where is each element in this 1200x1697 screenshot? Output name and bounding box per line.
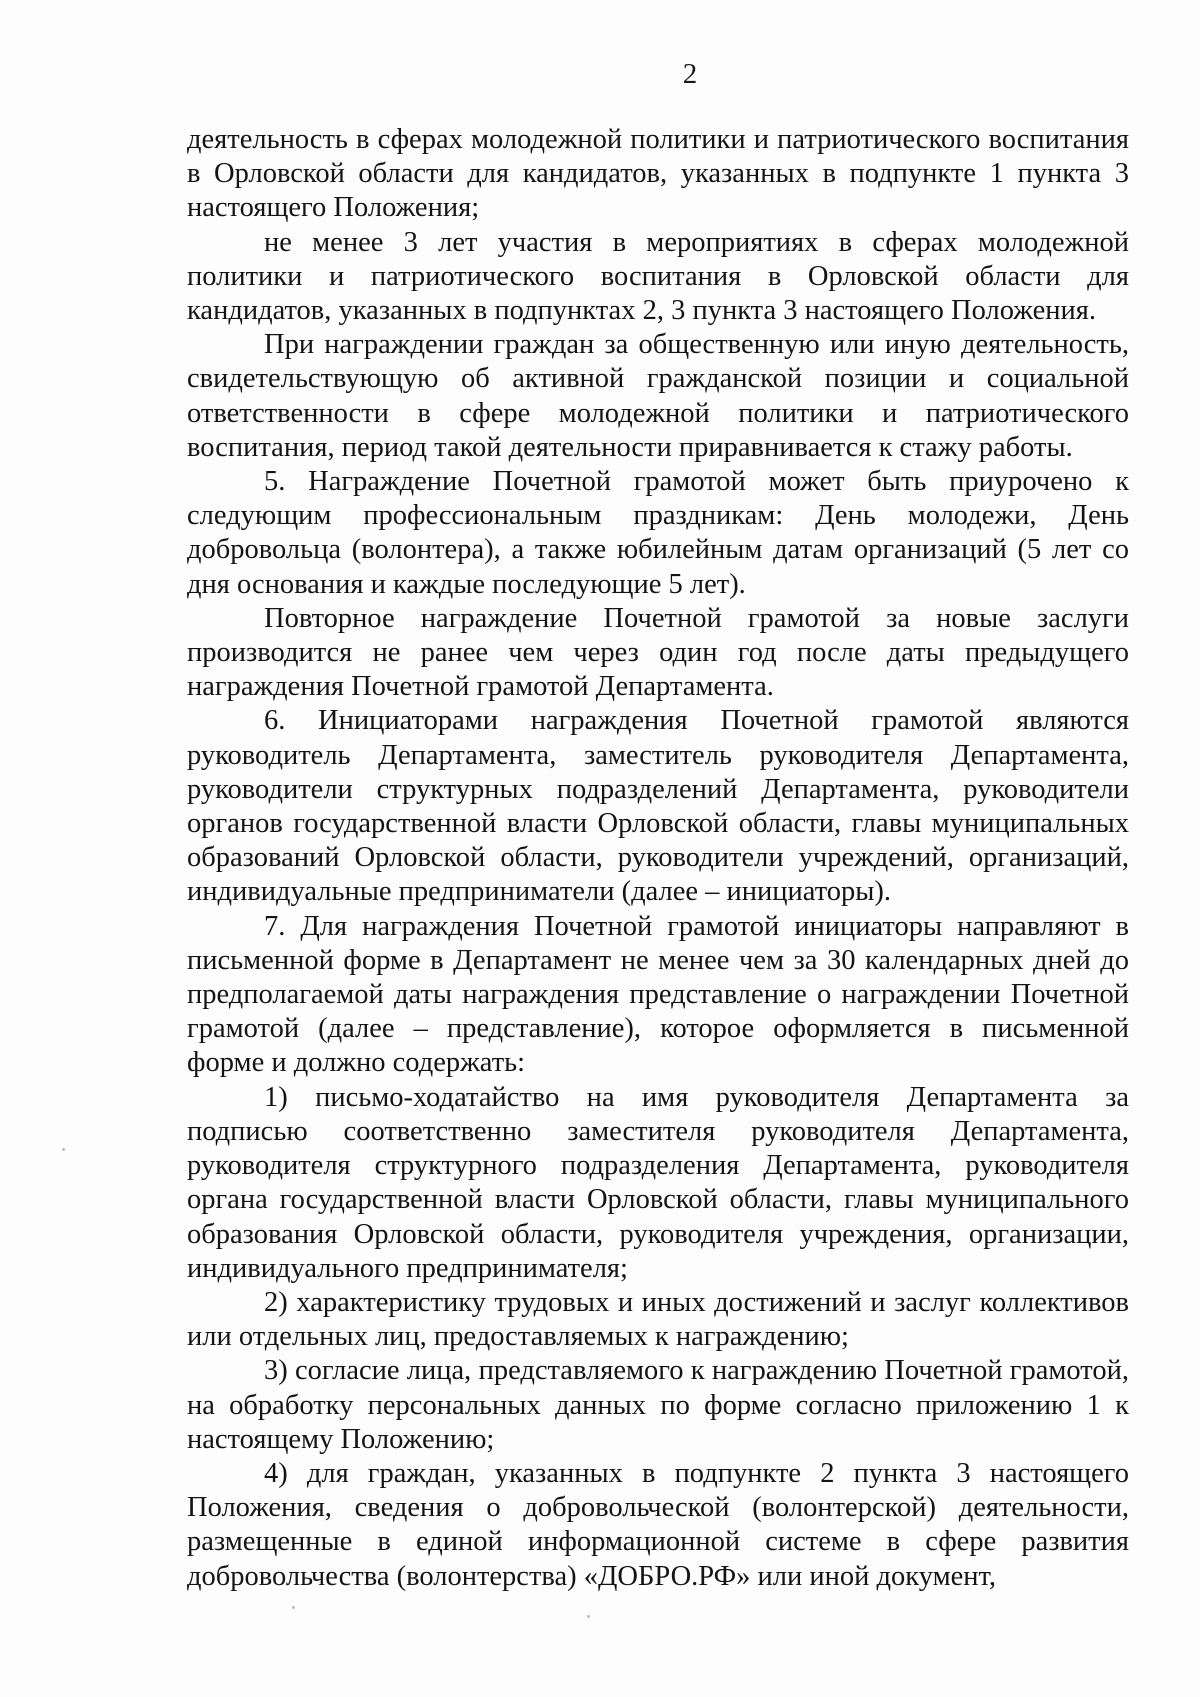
paragraph-subitem-4: 4) для граждан, указанных в подпункте 2 пункта 3 настоящего Положения, сведения о добровольческой (волонтерской) деятельности, размещенные в единой информационной системе в сфере развития добровольчества (волонтерства) «ДОБРО.РФ» или иной документ, bbox=[187, 1457, 1129, 1592]
paragraph-subitem-3: 3) согласие лица, представляемого к награждению Почетной грамотой, на обработку персональных данных по форме согласно приложению 1 к настоящему Положению; bbox=[187, 1355, 1129, 1455]
paragraph-subitem-2: 2) характеристику трудовых и иных достижений и заслуг коллективов или отдельных лиц, предоставляемых к награждению; bbox=[187, 1286, 1129, 1353]
scan-speck bbox=[292, 1606, 295, 1609]
scan-speck bbox=[587, 1615, 590, 1618]
paragraph-repeat-award: Повторное награждение Почетной грамотой за новые заслуги производится не ранее чем через один год после даты предыдущего награждения Почетной грамотой Департамента. bbox=[187, 602, 1129, 703]
paragraph-item-6: 6. Инициаторами награждения Почетной грамотой являются руководитель Департамента, заместитель руководителя Департамента, руководители структурных подразделений Департамента, руководители органов государственной власти Орловской области, главы муниципальных образований Орловской области, руководители учреждений, организаций, индивидуальные предприниматели (далее – инициаторы). bbox=[187, 705, 1129, 908]
paragraph-min-participation: не менее 3 лет участия в мероприятиях в сферах молодежной политики и патриотического воспитания в Орловской области для кандидатов, указанных в подпунктах 2, 3 пункта 3 настоящего Положения. bbox=[187, 226, 1129, 327]
paragraph-subitem-1: 1) письмо-ходатайство на имя руководителя Департамента за подписью соответственно заместителя руководителя Департамента, руководителя структурного подразделения Департамента, руководителя органа государственной власти Орловской области, главы муниципального образования Орловской области, руководителя учреждения, организации, индивидуального предпринимателя; bbox=[187, 1081, 1129, 1284]
paragraph-civic-activity: При награждении граждан за общественную или иную деятельность, свидетельствующую об активной гражданской позиции и социальной ответственности в сфере молодежной политики и патриотического воспитания, период такой деятельности приравнивается к стажу работы. bbox=[187, 329, 1129, 463]
scan-speck bbox=[62, 1148, 65, 1151]
document-body bbox=[187, 123, 1129, 1594]
page-number: 2 bbox=[682, 58, 698, 90]
paragraph-item-5: 5. Награждение Почетной грамотой может быть приурочено к следующим профессиональным праздникам: День молодежи, День добровольца (волонтера), а также юбилейным датам организаций (5 лет со дня основания и каждые последующие 5 лет). bbox=[187, 466, 1129, 600]
paragraph-continuation: деятельность в сферах молодежной политики и патриотического воспитания в Орловской области для кандидатов, указанных в подпункте 1 пункта 3 настоящего Положения; bbox=[187, 124, 1129, 224]
paragraph-item-7: 7. Для награждения Почетной грамотой инициаторы направляют в письменной форме в Департамент не менее чем за 30 календарных дней до предполагаемой даты награждения представление о награждении Почетной грамотой (далее – представление), которое оформляется в письменной форме и должно содержать: bbox=[187, 910, 1129, 1079]
